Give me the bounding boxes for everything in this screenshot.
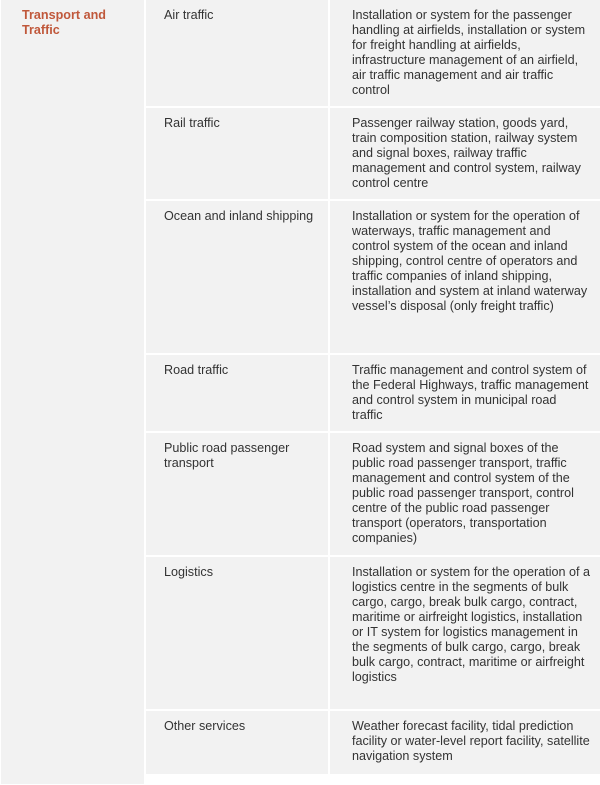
subsector-description: Traffic management and control system of the Federal Highways, traffic management and control system in municipal road traffic: [330, 355, 600, 431]
table-rows: [146, 0, 600, 774]
table-row: [146, 557, 600, 709]
table-row: [146, 0, 600, 106]
subsector-description: Passenger railway station, goods yard, train composition station, railway system and signal boxes, railway traffic management and control system, railway control centre: [330, 108, 600, 199]
subsector-description: Road system and signal boxes of the public road passenger transport, traffic management and control system of the public road passenger transport, control centre of the public road passenger transport (operators, transportation companies): [330, 433, 600, 555]
infrastructure-table: [1, 0, 599, 784]
table-row: [146, 711, 600, 774]
subsector-description: Installation or system for the passenger handling at airfields, installation or system for freight handling at airfields, infrastructure management of an airfield, air traffic management and air traffic control: [330, 0, 600, 106]
subsector-name: Air traffic: [146, 0, 328, 106]
table-row: [146, 108, 600, 199]
subsector-description: Installation or system for the operation of a logistics centre in the segments of bulk cargo, cargo, break bulk cargo, contract, maritime or airfreight logistics, installation or IT system for logistics management in the segments of bulk cargo, cargo, break bulk cargo, contract, maritime or airfreight logistics: [330, 557, 600, 709]
sector-label: Transport and Traffic: [1, 0, 144, 784]
table-row: [146, 201, 600, 353]
subsector-name: Rail traffic: [146, 108, 328, 199]
subsector-name: Logistics: [146, 557, 328, 709]
subsector-name: Ocean and inland shipping: [146, 201, 328, 353]
table-row: [146, 355, 600, 431]
table-row: [146, 433, 600, 555]
subsector-description: Weather forecast facility, tidal prediction facility or water-level report facility, satellite navigation system: [330, 711, 600, 774]
subsector-name: Public road passenger transport: [146, 433, 328, 555]
subsector-description: Installation or system for the operation of waterways, traffic management and control system of the ocean and inland shipping, control centre of operators and traffic companies of inland shipping, installation and system at inland waterway vessel’s disposal (only freight traffic): [330, 201, 600, 353]
subsector-name: Other services: [146, 711, 328, 774]
subsector-name: Road traffic: [146, 355, 328, 431]
